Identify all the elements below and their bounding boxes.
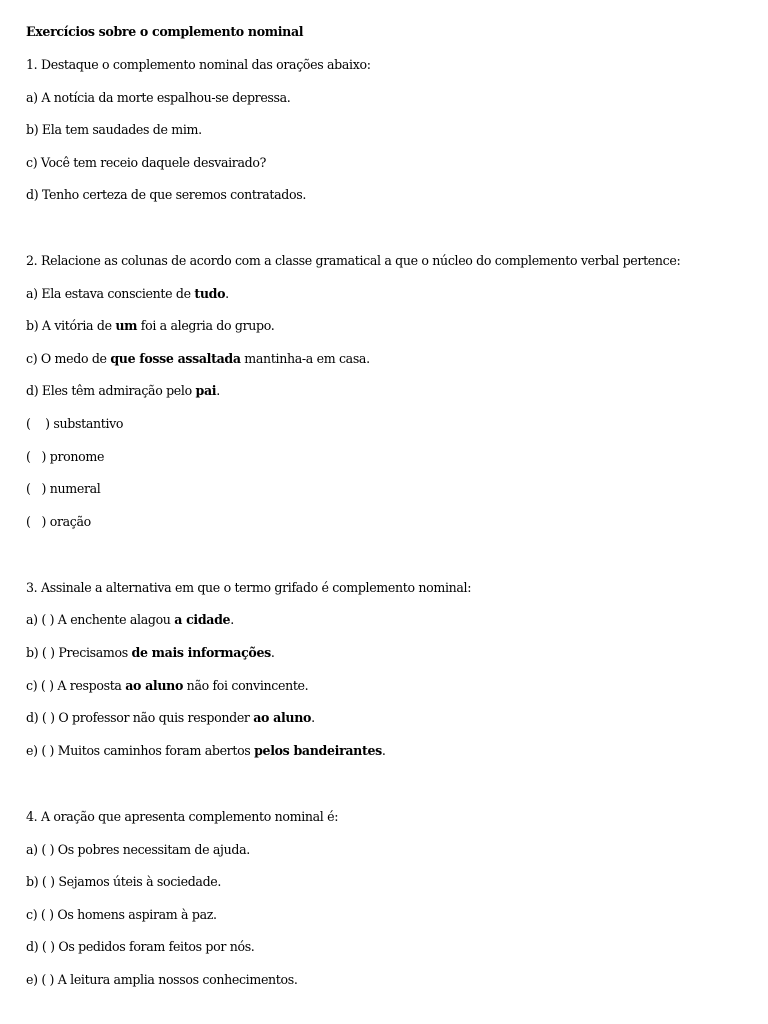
q3-item-e <box>26 743 386 759</box>
q3-item-a-bold: a cidade <box>174 612 231 627</box>
page-title: Exercícios sobre o complemento nominal <box>26 24 304 39</box>
q2-option-substantivo <box>26 416 123 432</box>
q2-item-b-bold: um <box>115 318 138 333</box>
q1-item-d: d) Tenho certeza de que seremos contratados. <box>26 187 306 202</box>
q2-item-d-bold: pai <box>195 383 217 398</box>
q2-item-c-bold: que fosse assaltada <box>110 351 241 366</box>
q3-item-b-end: . <box>270 645 275 660</box>
q2-item-a <box>26 286 229 302</box>
q2-item-d <box>26 383 220 399</box>
q2-option-pronome <box>26 449 104 465</box>
q2-option-numeral <box>26 481 100 497</box>
q4-item-b: b) ( ) Sejamos úteis à sociedade. <box>26 874 222 889</box>
q2-item-a-text: a) Ela estava consciente de <box>26 286 195 301</box>
q2-item-d-text: d) Eles têm admiração pelo <box>26 383 196 398</box>
q3-item-a-text: a) ( ) A enchente alagou <box>26 612 175 627</box>
q3-item-d-end: . <box>311 710 315 725</box>
q2-option-blank: ( ) <box>26 481 47 496</box>
q2-item-c-end: mantinha-a em casa. <box>240 351 370 366</box>
q1-item-b: b) Ela tem saudades de mim. <box>26 122 202 137</box>
q4-prompt: 4. A oração que apresenta complemento nominal é: <box>26 809 339 824</box>
q3-item-d-bold: ao aluno <box>253 710 312 725</box>
q2-option-label: numeral <box>49 481 101 496</box>
q2-item-c-text: c) O medo de <box>26 351 111 366</box>
q2-item-b <box>26 318 274 334</box>
q3-item-a <box>26 612 234 628</box>
q3-item-b-bold: de mais informações <box>131 645 271 660</box>
q3-item-e-bold: pelos bandeirantes <box>254 743 382 758</box>
q4-item-d: d) ( ) Os pedidos foram feitos por nós. <box>26 939 255 954</box>
q4-item-e: e) ( ) A leitura amplia nossos conhecimentos. <box>26 972 298 987</box>
q3-item-b-text: b) ( ) Precisamos <box>26 645 132 660</box>
q2-option-label: oração <box>49 514 91 529</box>
q1-prompt: 1. Destaque o complemento nominal das orações abaixo: <box>26 57 371 72</box>
q1-item-a: a) A notícia da morte espalhou-se depressa. <box>26 90 291 105</box>
q3-prompt: 3. Assinale a alternativa em que o termo grifado é complemento nominal: <box>26 580 472 595</box>
q2-item-b-end: foi a alegria do grupo. <box>137 318 275 333</box>
q2-option-blank: ( ) <box>26 416 50 431</box>
q2-prompt: 2. Relacione as colunas de acordo com a classe gramatical a que o núcleo do complemento verbal pertence: <box>26 253 681 268</box>
q3-item-c-bold: ao aluno <box>125 678 184 693</box>
q3-item-d-text: d) ( ) O professor não quis responder <box>26 710 254 725</box>
q3-item-d <box>26 710 315 726</box>
q3-item-c-end: não foi convincente. <box>183 678 309 693</box>
q2-option-label: pronome <box>49 449 105 464</box>
q1-item-c: c) Você tem receio daquele desvairado? <box>26 155 266 170</box>
q2-item-a-end: . <box>225 286 229 301</box>
q2-item-a-bold: tudo <box>194 286 226 301</box>
q2-option-blank: ( ) <box>26 514 47 529</box>
q3-item-a-end: . <box>230 612 234 627</box>
q2-item-c <box>26 351 370 367</box>
q2-option-label: substantivo <box>53 416 124 431</box>
q3-item-c-text: c) ( ) A resposta <box>26 678 126 693</box>
q2-option-blank: ( ) <box>26 449 47 464</box>
q2-option-oracao <box>26 514 91 530</box>
q3-item-c <box>26 678 308 694</box>
q3-item-b <box>26 645 275 661</box>
q2-item-b-text: b) A vitória de <box>26 318 116 333</box>
q4-item-a: a) ( ) Os pobres necessitam de ajuda. <box>26 842 250 857</box>
q2-item-d-end: . <box>216 383 220 398</box>
q4-item-c: c) ( ) Os homens aspiram à paz. <box>26 907 217 922</box>
q3-item-e-text: e) ( ) Muitos caminhos foram abertos <box>26 743 255 758</box>
q3-item-e-end: . <box>381 743 386 758</box>
